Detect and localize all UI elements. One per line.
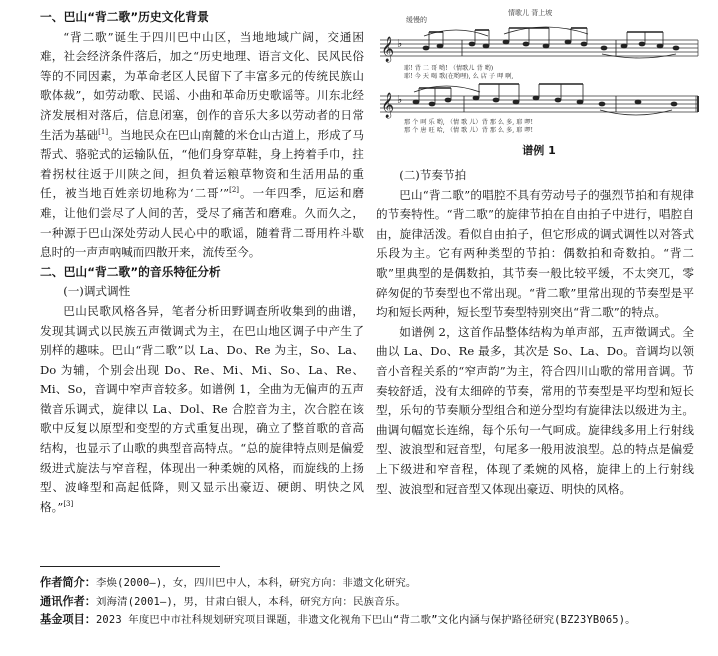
footnote-divider <box>40 566 220 567</box>
treble-clef-icon: 𝄞 <box>381 93 395 118</box>
score-top-mark: 情歌儿 背上坡 <box>508 9 553 17</box>
subsection2-paragraph-1: 巴山“背二歌”的唱腔不具有劳动号子的强烈节拍和有规律的节奏特性。“背二歌”的旋律节拍在自由拍子中进行，唱腔自由，旋律活泼。看似自由拍子，但它形成的调式调性以对答式乐段为主。它有两种类型的节拍：偶数拍和奇数拍。“背二歌”里典型的是偶数拍，其节奏一般比较平缓，不太突兀，零碎匆促的节奏型也不常出现。“背二歌”里常出现的节奏型是平均和短长两种，短长型节奏型特别突出“背二歌”的特点。 <box>376 187 694 320</box>
corresponding-author-note: 通讯作者：刘海清(2001—)，男，甘肃白银人，本科，研究方向：民族音乐。 <box>40 594 406 608</box>
score-lyrics-line-1b: 耶! 今 天 喝 歌(在哟哩), 么 店 子 呷 啊, <box>404 73 514 80</box>
tempo-marking: 缓慢的 <box>406 16 427 24</box>
subsection2-paragraph-2: 如谱例 2，这首作品整体结构为单声部，五声徵调式。全曲以 La、Do、Re 最多，其次是 So、La、Do。音调均以领音小音程关系的“窄声韵”为主，符合四川山歌的常用音调。节奏较舒适，没有太细碎的节奏，常用的节奏型是平均型和短长型，乐句的节奏顺分型组合和逆分型均有旋律法以级进为主。曲调句幅宽长连绵，每个乐句一气呵成。旋律线多用上行射线型、波浪型和冠音型，句尾多一般用波浪型。总的特点是偏爱上下级进和窄音程，体现了柔婉的风格，旋律上的上行射线型、波浪型和冠音型又体现出豪迈、明快的风格。 <box>376 324 694 496</box>
right-column <box>376 166 694 499</box>
score-svg <box>376 6 702 146</box>
section1-heading: 一、巴山“背二歌”历史文化背景 <box>40 10 209 24</box>
funding-note: 基金项目：2023 年度巴中市社科规划研究项目课题，非遗文化视角下巴山“背二歌”文化内涵与保护路径研究(BZ23YB065)。 <box>40 613 636 627</box>
subsection1-heading: (一)调式调性 <box>63 284 131 299</box>
figure-caption: 谱例 1 <box>522 144 556 157</box>
citation-1[interactable]: [1] <box>98 127 109 136</box>
treble-clef-icon: 𝄞 <box>381 37 395 62</box>
score-lyrics-line-1a: 耶! 背 二 哥 哟! （情歌儿 背 哟) <box>404 65 494 72</box>
citation-3[interactable]: [3] <box>63 499 74 508</box>
score-lyrics-line-2a: 那 个 呵 乐 哟, （情 歌 儿）背 那 么 多, 耶 啰! <box>404 119 534 126</box>
svg-text:♭: ♭ <box>397 93 403 106</box>
subsection2-heading: (二)节奏节拍 <box>399 168 467 182</box>
score-lyrics-line-2b: 那 个 唐 旺 哈, （情 歌 儿）背 那 么 多, 耶 啰! <box>404 127 534 134</box>
footnotes <box>40 574 700 630</box>
section1-paragraph: “背二歌”诞生于四川巴中山区，当地地域广阔，交通困难，社会经济条件落后，加之“历史地理、语言文化、民风民俗等的不同因素，为革命老区人民留下了丰富多元的传统民族山歌体裁”，如劳动歌、民谣、小曲和革命历史歌谣等。川东北经济发展相对落后，信息闭塞，创作的音乐大多以劳动者的日常生活为基础[1]。当地民众在巴山南麓的米仓山古道上，形成了马帮式、骆驼式的运输队伍，“他们身穿草鞋，身上挎着手巾，拄着拐杖往返于川陕之间，担负着运粮草物资和生活用品的重任，被当地百姓亲切地称为‘二哥’”[2]。一年四季，厄运和磨难，让他们尝尽了人间的苦，受尽了痛苦和磨难。久而久之，一种源于巴山深处劳动人民心中的歌谣，随着背二哥用杵斗歇息时的一声声吶喊而四散开来，流传至今。 <box>40 29 364 260</box>
left-column <box>40 0 364 517</box>
subsection1-paragraph: 巴山民歌风格各异，笔者分析田野调查所收集到的曲谱，发现其调式以民族五声徵调式为主，在巴山地区调子中产生了别样的趣味。巴山“背二歌”以 La、Do、Re 为主，So、La、Do 为辅，个别会出现 Do、Re、Mi、Mi、So、La、Re、Mi、So，音调中窄声音较多。如谱例 1，全曲为无偏声的五声徵音乐调式，旋律以 La、Dol、Re 合腔音为主，次合腔在该歌中反复以原型和变型的方式重复出现，确立了整首歌的音高结构，也显示了山歌的典型音高特点。“总的旋律特点则是偏爱级进式旋法与窄音程，体现出一种柔婉的风格，而旋线的上扬型、波峰型和高起低降，则又显示出豪迈、硬朗、明快之风格。”[3] <box>40 303 364 514</box>
citation-2[interactable]: [2] <box>229 186 240 195</box>
author-note: 作者简介：李焕(2000—)，女，四川巴中人，本科，研究方向：非遗文化研究。 <box>40 576 417 589</box>
section2-heading: 二、巴山“背二歌”的音乐特征分析 <box>40 264 221 279</box>
music-score-figure <box>376 6 702 146</box>
svg-text:♭: ♭ <box>397 37 403 50</box>
